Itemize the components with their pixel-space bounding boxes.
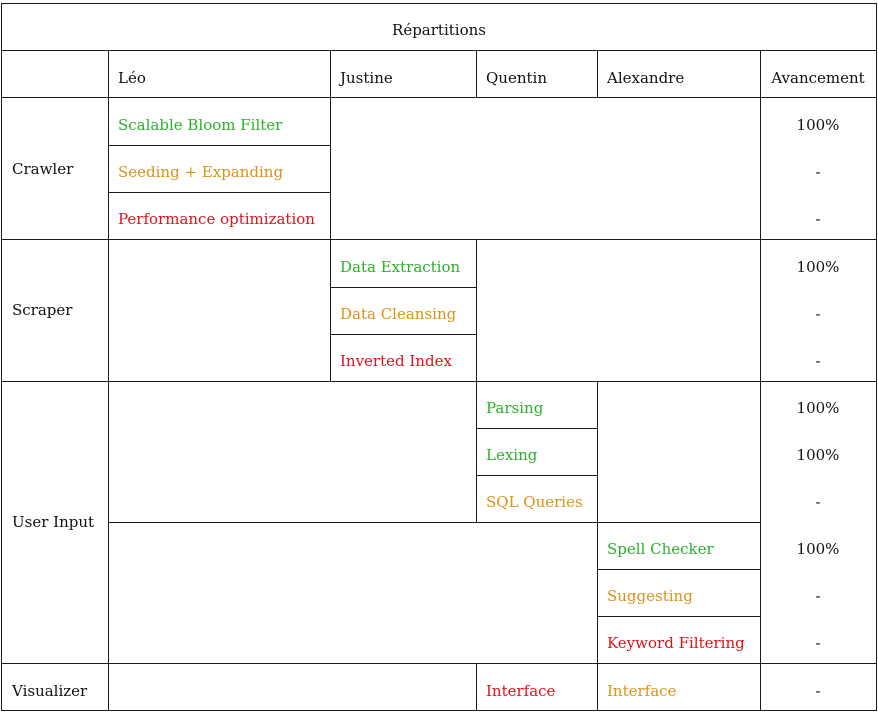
rule	[1, 3, 877, 4]
rule	[1, 381, 877, 382]
progress-value: 100%	[796, 116, 840, 134]
rule	[597, 663, 598, 711]
rule	[597, 616, 760, 617]
task-cell: Keyword Filtering	[607, 634, 745, 652]
rule	[1, 710, 877, 711]
rule	[1, 663, 877, 664]
task-cell: Suggesting	[607, 587, 693, 605]
task-cell: Interface	[607, 682, 677, 700]
rule	[330, 50, 331, 98]
progress-value: 100%	[796, 399, 840, 417]
rule	[108, 522, 760, 523]
task-cell: Scalable Bloom Filter	[118, 116, 283, 134]
rule	[597, 569, 760, 570]
rule	[108, 145, 330, 146]
task-cell: Data Cleansing	[340, 305, 457, 323]
progress-value: -	[815, 493, 821, 511]
task-cell: Parsing	[486, 399, 544, 417]
rule	[476, 381, 477, 523]
rule	[597, 522, 598, 664]
progress-value: -	[815, 634, 821, 652]
column-header-quentin: Quentin	[486, 69, 547, 87]
rule	[476, 239, 477, 382]
progress-value: 100%	[796, 540, 840, 558]
task-cell: Performance optimization	[118, 210, 315, 228]
rule	[1, 97, 877, 98]
section-label-user-input: User Input	[12, 513, 95, 531]
rule	[476, 475, 597, 476]
column-header-leo: Léo	[118, 69, 146, 87]
progress-value: 100%	[796, 258, 840, 276]
task-cell: Spell Checker	[607, 540, 714, 558]
column-header-alexandre: Alexandre	[607, 69, 685, 87]
progress-value: 100%	[796, 446, 840, 464]
task-cell: SQL Queries	[486, 493, 583, 511]
progress-value: -	[815, 682, 821, 700]
progress-value: -	[815, 163, 821, 181]
column-header-avancement: Avancement	[771, 69, 865, 87]
progress-value: -	[815, 305, 821, 323]
progress-value: -	[815, 352, 821, 370]
rule	[876, 3, 877, 711]
rule	[330, 287, 476, 288]
rule	[1, 50, 877, 51]
task-cell: Interface	[486, 682, 556, 700]
task-cell: Seeding + Expanding	[118, 163, 284, 181]
rule	[1, 239, 877, 240]
rule	[330, 239, 331, 382]
task-cell: Lexing	[486, 446, 538, 464]
rule	[108, 50, 109, 711]
rule	[476, 428, 597, 429]
rule	[330, 97, 331, 240]
progress-value: -	[815, 210, 821, 228]
rule	[476, 663, 477, 711]
rule	[597, 50, 598, 98]
progress-value: -	[815, 587, 821, 605]
rule	[760, 50, 761, 711]
section-label-scraper: Scraper	[12, 301, 73, 319]
rule	[476, 50, 477, 98]
section-label-visualizer: Visualizer	[12, 682, 88, 700]
section-label-crawler: Crawler	[12, 160, 74, 178]
task-cell: Data Extraction	[340, 258, 461, 276]
table-title: Répartitions	[392, 21, 486, 39]
column-header-justine: Justine	[340, 69, 393, 87]
rule	[1, 3, 2, 711]
rule	[108, 192, 330, 193]
rule	[330, 334, 476, 335]
rule	[597, 381, 598, 523]
task-cell: Inverted Index	[340, 352, 452, 370]
